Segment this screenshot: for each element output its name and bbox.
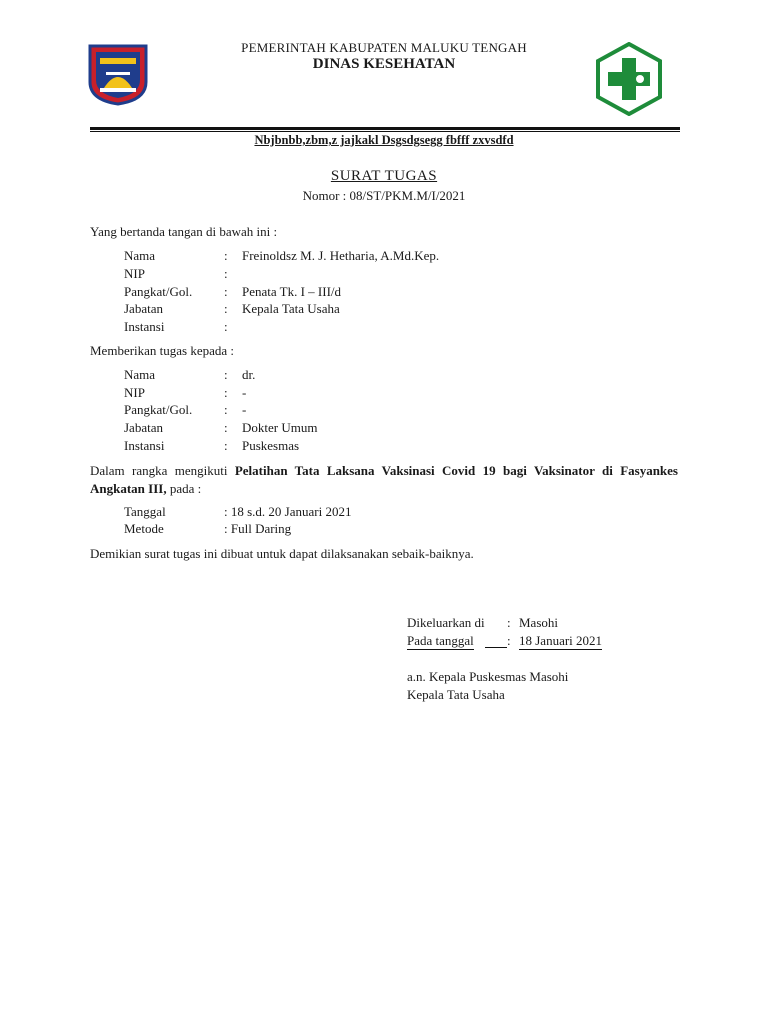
training-name: Pelatihan Tata Laksana Vaksinasi Covid 19 bagi Vaksinator di Fasyankes Angkatan III, (90, 463, 678, 496)
field-value: : Full Daring (224, 521, 292, 536)
issued-date-row (407, 633, 615, 649)
signer-position-text: Kepala Tata Usaha (407, 687, 505, 702)
assign-intro-text: Memberikan tugas kepada : (90, 343, 235, 358)
field-value: : 18 s.d. 20 Januari 2021 (224, 504, 352, 519)
field-value: dr. (242, 367, 256, 382)
field-label: Pangkat/Gol. (124, 284, 193, 299)
header-rule-thin (90, 131, 680, 132)
field-value: Dokter Umum (242, 420, 318, 435)
purpose-suffix: pada : (166, 481, 202, 496)
field-label: NIP (124, 266, 145, 281)
field-label: Instansi (124, 438, 165, 453)
colon: : (224, 367, 228, 382)
field-label: NIP (124, 385, 145, 400)
issued-label: Dikeluarkan di (407, 615, 485, 630)
field-label: Pangkat/Gol. (124, 402, 193, 417)
document-title: SURAT TUGAS (330, 168, 438, 184)
field-value: - (242, 402, 247, 417)
colon: : (224, 284, 228, 299)
date-value: 18 Januari 2021 (519, 633, 603, 648)
field-value: - (242, 385, 247, 400)
field-value: Kepala Tata Usaha (242, 301, 340, 316)
colon: : (224, 420, 228, 435)
government-name: PEMERINTAH KABUPATEN MALUKU TENGAH (241, 40, 527, 55)
field-label: Jabatan (124, 301, 163, 316)
header-rule-thick (90, 127, 680, 130)
field-value: Penata Tk. I – III/d (242, 284, 342, 299)
date-label: Pada tanggal (407, 633, 474, 648)
colon: : (224, 385, 228, 400)
colon: : (224, 319, 228, 334)
letterhead-address: Nbjbnbb,zbm,z jajkakl Dsgsdgsegg fbfff zxvsdfd (254, 133, 514, 147)
field-label: Instansi (124, 319, 165, 334)
field-label: Metode (124, 521, 164, 536)
colon: : (224, 301, 228, 316)
on-behalf-text: a.n. Kepala Puskesmas Masohi (407, 669, 569, 684)
intro-text: Yang bertanda tangan di bawah ini : (90, 224, 278, 239)
colon: : (507, 615, 511, 630)
colon: : (224, 402, 228, 417)
field-value: Freinoldsz M. J. Hetharia, A.Md.Kep. (242, 248, 440, 263)
closing-text: Demikian surat tugas ini dibuat untuk dapat dilaksanakan sebaik-baiknya. (90, 546, 474, 561)
document-number: Nomor : 08/ST/PKM.M/I/2021 (302, 188, 466, 203)
colon: : (224, 248, 228, 263)
issued-value: Masohi (519, 615, 558, 630)
department-name: DINAS KESEHATAN (312, 56, 456, 72)
purpose-paragraph (90, 462, 678, 498)
colon: : (224, 266, 228, 281)
field-label: Nama (124, 367, 156, 382)
date-underline-gap (485, 647, 507, 648)
purpose-prefix: Dalam rangka mengikuti (90, 463, 235, 478)
field-label: Jabatan (124, 420, 163, 435)
colon: : (224, 438, 228, 453)
field-value: Puskesmas (242, 438, 300, 453)
field-label: Nama (124, 248, 156, 263)
colon: : (507, 633, 511, 648)
field-label: Tanggal (124, 504, 166, 519)
